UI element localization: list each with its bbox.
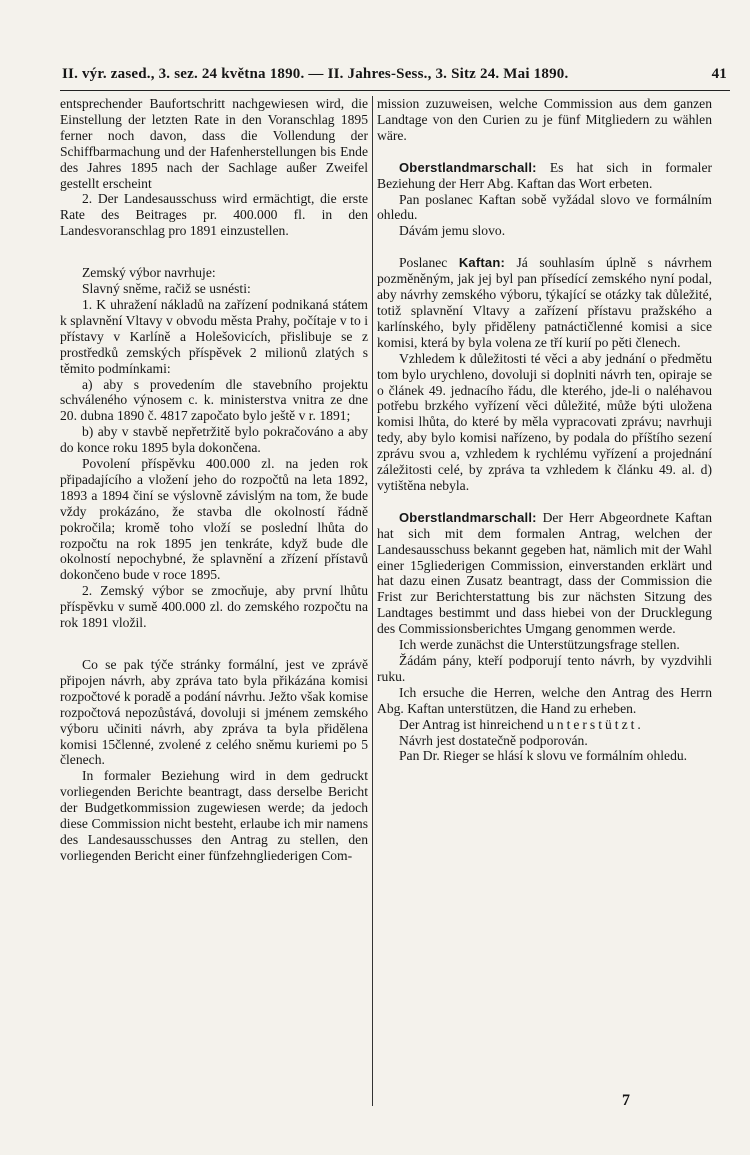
paragraph: Zemský výbor navrhuje: xyxy=(82,265,216,281)
footer-page-number: 7 xyxy=(622,1092,630,1109)
paragraph: Pan Dr. Rieger se hlásí k slovu ve formálním ohledu. xyxy=(399,748,688,764)
header-german: II. Jahres-Sess., 3. Sitz 24. Mai 1890. xyxy=(327,66,569,82)
page-header xyxy=(62,66,727,83)
paragraph: Co se pak týče stránky formální, jest ve zprávě připojen návrh, aby zpráva tato byla přikázána komisi rozpočtové k poradě a podání návrhu. Ježto však komise rozpočtová nepozůstává, dovoluji si jménem zemského výboru učiniti návrh, aby zpráva ta byla přidělena komisi 15členné, zvolené z celého sněmu kuriemi po 5 členech. xyxy=(60,657,368,768)
paragraph: entsprechender Baufortschritt nachgewiesen wird, die Einstellung der letzten Rate in den Voranschlag 1895 ferner noch davon, dass die Vollendung der Schiffbarmachung und der Hafenherstellungen bis Ende des Jahres 1895 nach der Sachlage außer Zweifel gestellt erscheint xyxy=(60,96,368,191)
speech-text: Es hat sich in formaler Beziehung der Herr Abg. Kaftan das Wort erbeten. xyxy=(377,159,713,191)
paragraph: b) aby v stavbě nepřetržitě bylo pokračováno a aby do konce roku 1895 byla dokončena. xyxy=(60,424,368,456)
paragraph: Slavný sněme, račiž se usnésti: xyxy=(82,281,251,297)
speech-oberstlandmarschall xyxy=(377,160,712,192)
header-dash: — xyxy=(308,66,324,82)
speech-text: Já souhlasím úplně s návrhem pozměněným, jak jej byl pan přísedící zemského nyní podal, aby návrhy zemského výboru, týkající se otázky tak důležité, totiž splavnění Vltavy a zařízení přístavu pražského a karlínského, byly přiděleny patnáctičlenné komisi a sice komisi, která by byla volena ze tří kurií po pěti členech. xyxy=(377,255,712,350)
paragraph: Povolení příspěvku 400.000 zl. na jeden rok připadajícího a vložení jeho do rozpočtů na leta 1892, 1893 a 1894 činí se výslovně závislým na tom, že bude vždy prokázáno, že stavba dle okolností řádně pokročila; kromě toho vloží se poslední lhůta do rozpočtu na rok 1895 jen tenkráte, když bude dle okolností nepochybné, že splavnění a zřízení přístavů dokončeno bude v roce 1895. xyxy=(60,456,368,583)
paragraph-text: Der Antrag ist hinreichend xyxy=(399,716,544,732)
speech-text: Der Herr Abgeordnete Kaftan hat sich mit dem formalen Antrag, welchen der Landesausschuss bekannt gegeben hat, nämlich mit der Wahl einer 15gliederigen Commission, einverstanden erklärt und hat dazu einen Zusatz beantragt, dass der Commission die Frist zur Berichterstattung bis zur nächsten Sitzung des Landtages bestimmt und dass hiebei von der Drucklegung des Commissionsberichtes Umgang genommen werde. xyxy=(377,509,712,637)
speaker-name: Oberstlandmarschall: xyxy=(399,159,537,175)
speaker-name: Kaftan: xyxy=(458,255,506,271)
column-divider xyxy=(372,96,373,1106)
paragraph: 2. Zemský výbor se zmocňuje, aby první lhůtu příspěvku v sumě 400.000 zl. do zemského rozpočtu na rok 1891 vložil. xyxy=(60,583,368,631)
left-column xyxy=(60,96,368,864)
paragraph xyxy=(377,717,712,733)
paragraph: Žádám pány, kteří podporují tento návrh, by vyzdvihli ruku. xyxy=(377,653,712,684)
header-czech: II. výr. zased., 3. sez. 24 května 1890. xyxy=(62,66,305,82)
paragraph: Návrh jest dostatečně podporován. xyxy=(399,732,588,748)
speech-oberstlandmarschall xyxy=(377,510,712,637)
header-page-number: 41 xyxy=(711,66,727,82)
paragraph: 1. K uhražení nákladů na zařízení podnikaná státem k splavnění Vltavy v obvodu města Prahy, počítaje v to i přístavy v Karlíně a Holešovicích, přislibuje se z prostředků zemských příspěvek 2 milionů zlatých s těmito podmínkami: xyxy=(60,296,368,376)
speaker-name: Oberstlandmarschall: xyxy=(399,509,537,525)
paragraph: Pan poslanec Kaftan sobě vyžádal slovo ve formálním ohledu. xyxy=(377,191,712,223)
right-column xyxy=(377,96,712,764)
paragraph: Vzhledem k důležitosti té věci a aby jednání o předmětu tom bylo urychleno, dovoluji si doplniti návrh ten, opiraje se o článek 49. jednacího řádu, dle kterého, jde-li o naléhavou potřebu brzkého vyřízení věci důležité, může býti uložena komisi lhůta, do které by měla vypracovati zprávu; navrhuji tedy, aby bylo komisi nařízeno, by podala do příštího sezení zprávu svou a, vzhledem k rychlému vyřízení a projednání záležitosti celé, by zpráva ta vzhledem k článku 49. al. d) vytištěna nebyla. xyxy=(377,350,712,493)
spaced-word: unterstützt. xyxy=(547,716,644,732)
paragraph: Dávám jemu slovo. xyxy=(399,223,506,239)
paragraph: In formaler Beziehung wird in dem gedruckt vorliegenden Berichte beantragt, dass derselbe Bericht der Budgetkommission zugewiesen werde; da jedoch diese Commission nicht besteht, erlaube ich mir namens des Landesausschusses den Antrag zu stellen, den vorliegenden Bericht einer fünfzehngliederigen Com- xyxy=(60,768,368,863)
paragraph: a) aby s provedením dle stavebního projektu schváleného výnosem c. k. ministerstva vnitra ze dne 20. dubna 1890 č. 4817 započato bylo ještě v r. 1891; xyxy=(60,376,368,424)
speaker-prefix: Poslanec xyxy=(399,255,448,271)
header-rule xyxy=(60,90,730,91)
paragraph: Ich werde zunächst die Unterstützungsfrage stellen. xyxy=(399,637,680,653)
speech-kaftan xyxy=(377,255,712,350)
paragraph: mission zuzuweisen, welche Commission aus dem ganzen Landtage von den Curien zu je fünf Mitgliedern zu wählen wäre. xyxy=(377,96,712,143)
paragraph: 2. Der Landesausschuss wird ermächtigt, die erste Rate des Beitrages pr. 400.000 fl. in den Landesvoranschlag pro 1891 einzustellen. xyxy=(60,191,368,239)
paragraph: Ich ersuche die Herren, welche den Antrag des Herrn Abg. Kaftan unterstützen, die Hand zu erheben. xyxy=(377,684,712,716)
